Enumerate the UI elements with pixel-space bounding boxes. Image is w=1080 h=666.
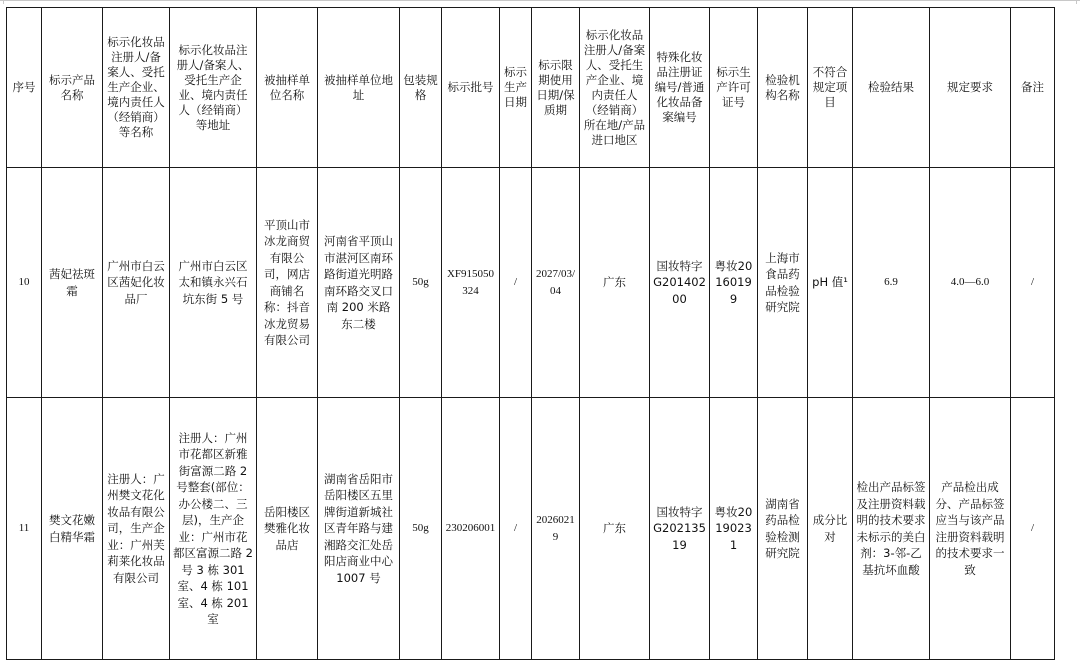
enterprise-address: 注册人：广州市花都区新雅街富源二路 2 号整套(部位：办公楼二、三层)，生产企业：广州市花都区富源二路 2 号 3 栋 301 室、4 栋 101 室、4 栋 201 室 xyxy=(170,398,257,660)
registration-number: 国妆特字G20213519 xyxy=(650,398,710,660)
region: 广东 xyxy=(580,168,650,398)
failed-item: 成分比对 xyxy=(808,398,853,660)
header-cell: 包装规格 xyxy=(400,8,442,168)
expiry-date: 2027/03/04 xyxy=(532,168,580,398)
sampled-unit-name: 岳阳楼区樊雅化妆品店 xyxy=(257,398,318,660)
page-corner-mark-right xyxy=(1076,0,1077,4)
production-date: / xyxy=(500,398,532,660)
testing-lab: 上海市食品药品检验研究院 xyxy=(758,168,808,398)
region: 广东 xyxy=(580,398,650,660)
enterprise-name: 注册人：广州樊文花化妆品有限公司，生产企业：广州芙莉莱化妆品有限公司 xyxy=(103,398,170,660)
test-result: 6.9 xyxy=(853,168,930,398)
header-cell: 标示化妆品注册人/备案人、受托生产企业、境内责任人（经销商）等名称 xyxy=(103,8,170,168)
table-row xyxy=(7,398,1055,660)
header-cell: 标示化妆品注册人/备案人、受托生产企业、境内责任人（经销商）等地址 xyxy=(170,8,257,168)
requirement: 产品检出成分、产品标签应当与该产品注册资料载明的技术要求一致 xyxy=(930,398,1011,660)
production-date: / xyxy=(500,168,532,398)
test-result: 检出产品标签及注册资料载明的技术要求未标示的美白剂：3-邻-乙基抗坏血酸 xyxy=(853,398,930,660)
product-name: 茜妃祛斑霜 xyxy=(42,168,103,398)
row-index: 11 xyxy=(7,398,42,660)
header-cell: 规定要求 xyxy=(930,8,1011,168)
registration-number: 国妆特字G20140200 xyxy=(650,168,710,398)
page-corner-mark-left xyxy=(3,0,4,4)
header-cell: 被抽样单位地址 xyxy=(318,8,400,168)
header-cell: 不符合规定项目 xyxy=(808,8,853,168)
package-spec: 50g xyxy=(400,168,442,398)
sampled-unit-address: 湖南省岳阳市岳阳楼区五里牌街道新城社区青年路与建湘路交汇处岳阳店商业中心 1007 号 xyxy=(318,398,400,660)
batch-number: XF915050324 xyxy=(442,168,500,398)
enterprise-name: 广州市白云区茜妃化妆品厂 xyxy=(103,168,170,398)
header-cell: 检验结果 xyxy=(853,8,930,168)
production-license: 粤妆20190231 xyxy=(710,398,758,660)
table-row xyxy=(7,168,1055,398)
header-cell: 标示产品名称 xyxy=(42,8,103,168)
table-header-row xyxy=(7,8,1055,168)
note: / xyxy=(1011,398,1055,660)
header-cell: 备注 xyxy=(1011,8,1055,168)
header-cell: 检验机构名称 xyxy=(758,8,808,168)
note: / xyxy=(1011,168,1055,398)
header-cell: 标示生产许可证号 xyxy=(710,8,758,168)
header-cell: 被抽样单位名称 xyxy=(257,8,318,168)
sampled-unit-name: 平顶山市冰龙商贸有限公司，网店商铺名称：抖音冰龙贸易有限公司 xyxy=(257,168,318,398)
sampling-results-table xyxy=(6,7,1055,660)
header-cell: 标示限期使用日期/保质期 xyxy=(532,8,580,168)
product-name: 樊文花嫩白精华霜 xyxy=(42,398,103,660)
testing-lab: 湖南省药品检验检测研究院 xyxy=(758,398,808,660)
batch-number: 230206001 xyxy=(442,398,500,660)
row-index: 10 xyxy=(7,168,42,398)
header-cell: 标示批号 xyxy=(442,8,500,168)
enterprise-address: 广州市白云区太和镇永兴石坑东街 5 号 xyxy=(170,168,257,398)
production-license: 粤妆20160199 xyxy=(710,168,758,398)
requirement: 4.0—6.0 xyxy=(930,168,1011,398)
header-cell: 标示化妆品注册人/备案人、受托生产企业、境内责任人（经销商）所在地/产品进口地区 xyxy=(580,8,650,168)
header-cell: 标示生产日期 xyxy=(500,8,532,168)
expiry-date: 20260219 xyxy=(532,398,580,660)
sampled-unit-address: 河南省平顶山市湛河区南环路街道光明路南环路交叉口南 200 米路东二楼 xyxy=(318,168,400,398)
header-cell: 序号 xyxy=(7,8,42,168)
header-cell: 特殊化妆品注册证编号/普通化妆品备案编号 xyxy=(650,8,710,168)
page-top-rule xyxy=(0,0,1080,1)
failed-item: pH 值¹ xyxy=(808,168,853,398)
package-spec: 50g xyxy=(400,398,442,660)
